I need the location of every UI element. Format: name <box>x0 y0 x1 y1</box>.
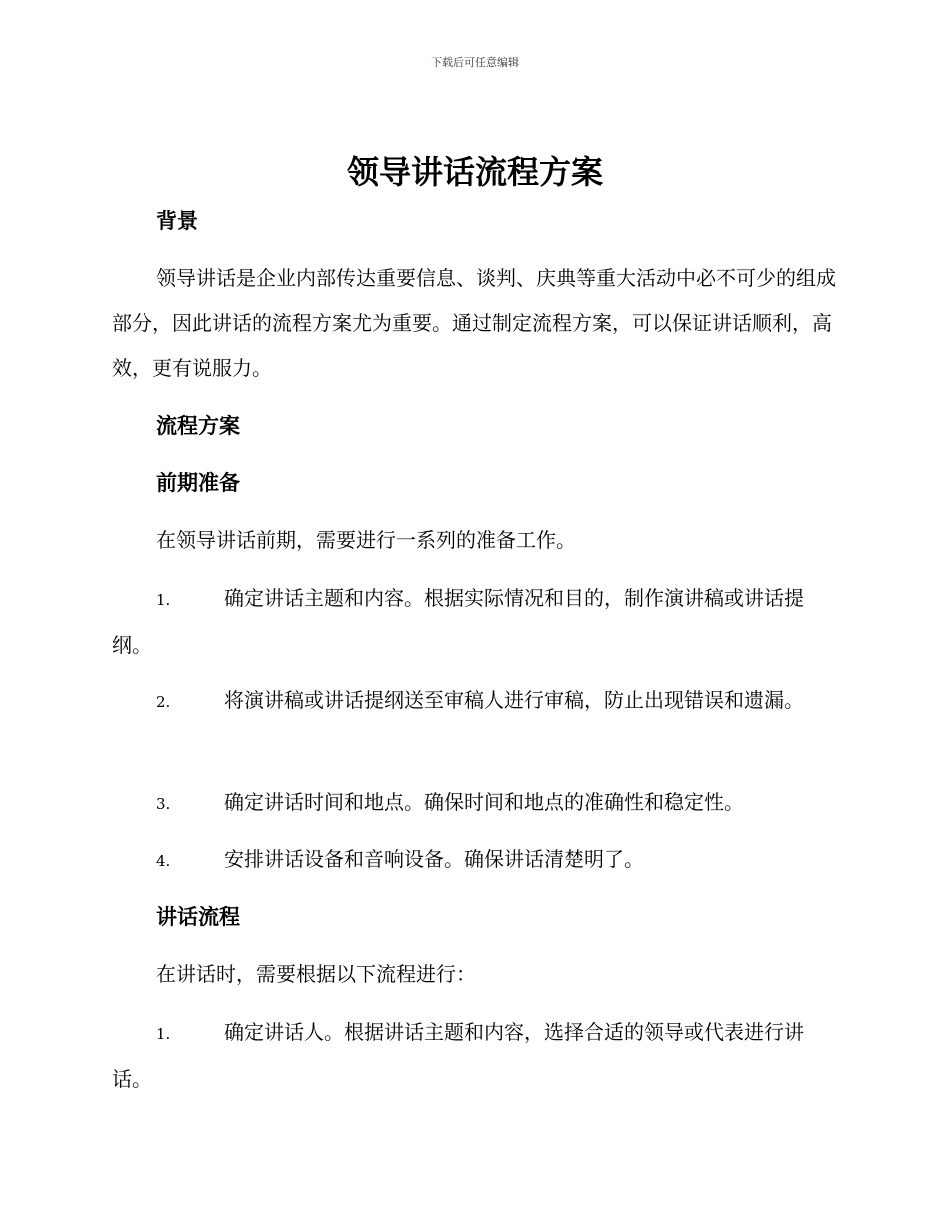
preparation-intro: 在领导讲话前期，需要进行一系列的准备工作。 <box>156 528 576 552</box>
list-number: 4. <box>156 852 171 870</box>
list-text: 确定讲话主题和内容。根据实际情况和目的，制作演讲稿或讲话提纲。 <box>112 586 804 657</box>
speech-intro: 在讲话时，需要根据以下流程进行： <box>156 962 476 986</box>
list-number: 1. <box>156 1025 171 1043</box>
list-item <box>112 678 838 725</box>
list-item <box>112 576 838 668</box>
list-number: 3. <box>156 795 171 813</box>
list-item <box>112 1010 838 1102</box>
document-title: 领导讲话流程方案 <box>346 153 603 191</box>
list-item <box>112 780 838 827</box>
header-note: 下载后可任意编辑 <box>431 56 519 69</box>
list-text: 确定讲话时间和地点。确保时间和地点的准确性和稳定性。 <box>224 790 744 814</box>
list-item <box>112 837 838 884</box>
heading-background: 背景 <box>156 209 198 233</box>
list-text: 确定讲话人。根据讲话主题和内容，选择合适的领导或代表进行讲话。 <box>112 1020 804 1091</box>
list-number: 2. <box>156 693 171 711</box>
list-text: 将演讲稿或讲话提纲送至审稿人进行审稿，防止出现错误和遗漏。 <box>224 688 804 712</box>
background-paragraph: 领导讲话是企业内部传达重要信息、谈判、庆典等重大活动中必不可少的组成部分，因此讲话的流程方案尤为重要。通过制定流程方案，可以保证讲话顺利，高效，更有说服力。 <box>112 266 836 380</box>
heading-preparation: 前期准备 <box>156 471 240 495</box>
list-text: 安排讲话设备和音响设备。确保讲话清楚明了。 <box>224 847 644 871</box>
list-number: 1. <box>156 591 171 609</box>
heading-speech-process: 讲话流程 <box>156 905 240 929</box>
heading-process: 流程方案 <box>156 414 240 438</box>
